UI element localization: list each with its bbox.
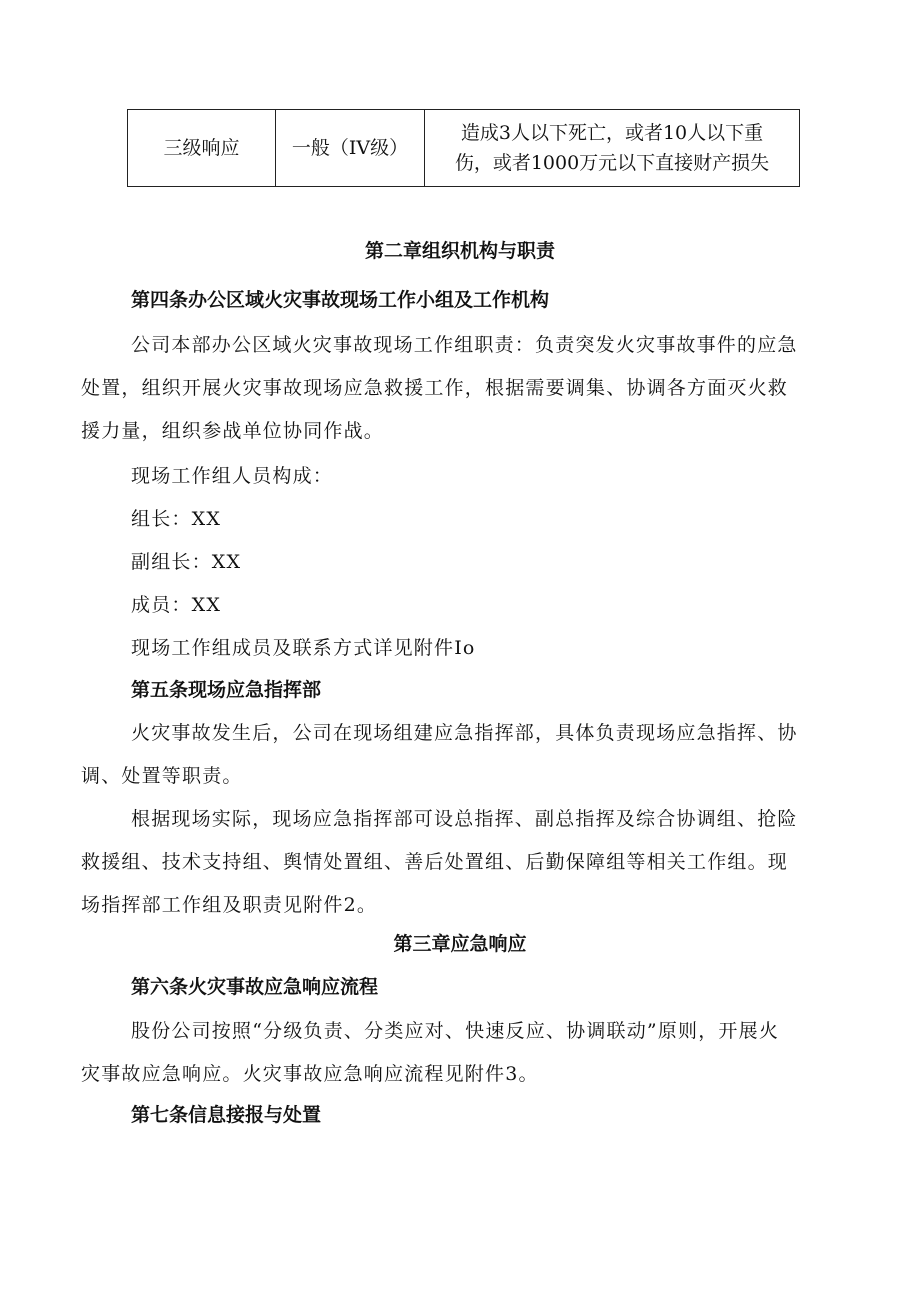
paragraph-line: 处置，组织开展火灾事故现场应急救援工作，根据需要调集、协调各方面灭火救 xyxy=(81,377,789,399)
paragraph-line: 火灾事故发生后，公司在现场组建应急指挥部，具体负责现场应急指挥、协 xyxy=(131,722,798,744)
paragraph-line: 援力量，组织参战单位协同作战。 xyxy=(81,420,385,442)
article-5-heading: 第五条现场应急指挥部 xyxy=(131,679,322,701)
article-7-heading: 第七条信息接报与处置 xyxy=(131,1104,322,1126)
contact-reference-line: 现场工作组成员及联系方式详见附件Io xyxy=(131,637,476,659)
paragraph-line: 根据现场实际，现场应急指挥部可设总指挥、副总指挥及综合协调组、抢险 xyxy=(131,808,798,830)
incident-category-cell: 一般（IV级） xyxy=(276,110,425,187)
table-row xyxy=(128,110,800,187)
chapter-3-title: 第三章应急响应 xyxy=(393,933,527,955)
paragraph-line: 公司本部办公区域火灾事故现场工作组职责：负责突发火灾事故事件的应急 xyxy=(131,334,798,356)
paragraph-line: 场指挥部工作组及职责见附件2。 xyxy=(81,894,378,916)
article-6-heading: 第六条火灾事故应急响应流程 xyxy=(131,976,379,998)
criteria-cell xyxy=(425,110,800,187)
paragraph-line: 灾事故应急响应。火灾事故应急响应流程见附件3。 xyxy=(81,1063,539,1085)
response-level-cell: 三级响应 xyxy=(128,110,276,187)
chapter-2-title: 第二章组织机构与职责 xyxy=(364,240,555,262)
composition-label: 现场工作组人员构成： xyxy=(131,465,334,487)
response-level-table xyxy=(127,109,800,187)
leader-line: 组长：XX xyxy=(131,508,222,530)
paragraph-line: 救援组、技术支持组、舆情处置组、善后处置组、后勤保障组等相关工作组。现 xyxy=(81,851,789,873)
deputy-leader-line: 副组长：XX xyxy=(131,551,242,573)
paragraph-line: 调、处置等职责。 xyxy=(81,765,243,787)
article-4-heading: 第四条办公区域火灾事故现场工作小组及工作机构 xyxy=(131,289,550,311)
members-line: 成员：XX xyxy=(131,594,222,616)
criteria-line-1: 造成3人以下死亡，或者10人以下重 xyxy=(460,122,764,144)
paragraph-line: 股份公司按照“分级负责、分类应对、快速反应、协调联动”原则，开展火 xyxy=(131,1020,780,1042)
criteria-line-2: 伤，或者1000万元以下直接财产损失 xyxy=(454,152,770,174)
